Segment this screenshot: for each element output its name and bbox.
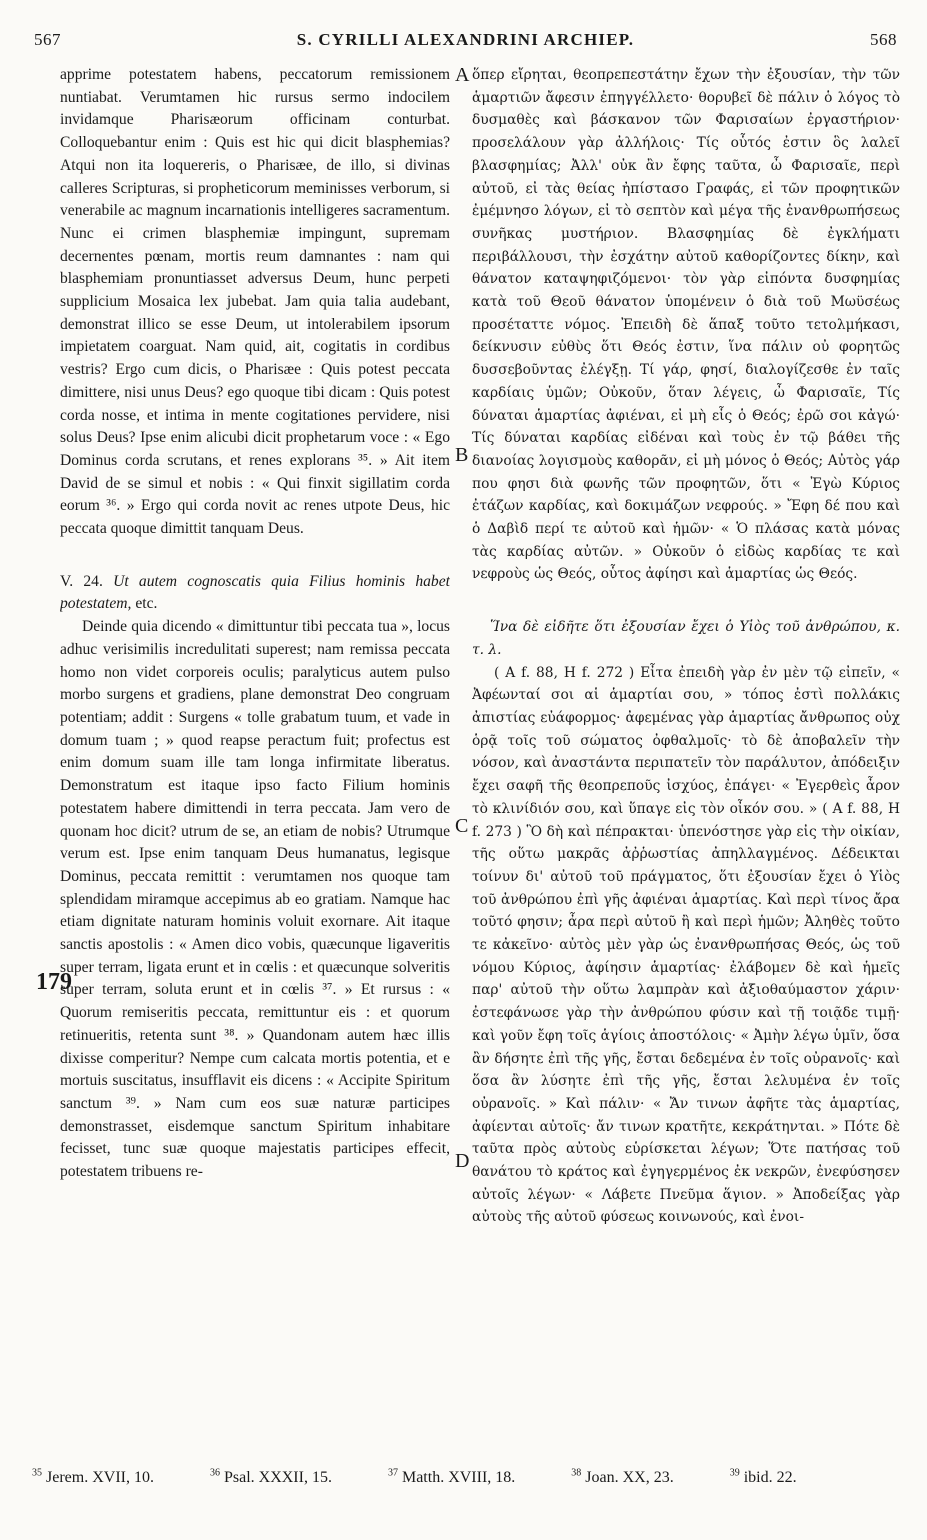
footnote: $^{39}$ ibid. 22. — [729, 1468, 797, 1487]
greek-paragraph-2: ( A f. 88, H f. 272 ) Εἶτα ἐπειδὴ γὰρ ἐν μὲν τῷ εἰπεῖν, « Ἀφέωνταί σοι αἱ ἁμαρτίαι σου, » τόπος ἐστὶ πολλάκις ἀπιστίας εὐάφορμος· ἀφεμένας γὰρ ἁμαρτίας ἄνθρωπος οὐχ ὁρᾷ τοῖς τοῦ σώματος ὀφθαλμοῖς· τὸ δὲ ἀποβαλεῖν τὴν νόσον, καὶ ἀναστάντα περιπατεῖν τὸν παράλυτον, ἀπόδειξιν ἔχει σαφῆ τῆς θεοπρεποῦς ἰσχύος, ἐπάγει· « Ἐγερθεὶς ἆρον τὸ κλινίδιόν σου, καὶ ὕπαγε εἰς τὸν οἶκόν σου. » ( A f. 88, H f. 273 ) Ὃ δὴ καὶ πέπρακται· ὑπενόστησε γὰρ εἰς τὴν οἰκίαν, τῆς οὕτω μακρᾶς ἀῤῥωστίας ἀπηλλαγμένος. Δέδεικται τοίνυν δι' αὐτοῦ τοῦ πράγματος, ὅτι ἐξουσίαν ἔχει ὁ Υἱὸς τοῦ ἀνθρώπου ἐπὶ γῆς ἀφιέναι ἁμαρτίας. Καὶ περὶ τίνος ἄρα τοῦτό φησιν; ἆρα περὶ αὐτοῦ ἢ καὶ περὶ ἡμῶν; Ἀληθὲς τοῦτο τε κἀκεῖνο· αὐτὸς μὲν γὰρ ὡς ἐνανθρωπήσας Θεός, ὡς τοῦ νόμου Κύριος, ἀφίησιν ἁμαρτίας· ἐλάβομεν δὲ καὶ ἡμεῖς παρ' αὐτοῦ τὴν οὕτω λαμπρὰν καὶ ἀξιοθαύμαστον χάριν· ἐστεφάνωσε γὰρ τὴν ἀνθρώπου φύσιν καὶ τῇ τοιᾷδε τιμῇ· καὶ γοῦν ἔφη τοῖς ἁγίοις ἀποστόλοις· « Ἀμὴν λέγω ὑμῖν, ὅσα ἂν δήσητε ἐπὶ τῆς γῆς, ἔσται δεδεμένα ἐν τοῖς οὐρανοῖς· καὶ ὅσα ἂν λύσητε ἐπὶ τῆς γῆς, ἔσται λελυμένα ἐν τοῖς οὐρανοῖς. » Καὶ πάλιν· « Ἄν τινων ἀφῆτε τὰς ἁμαρτίας, ἀφίενται αὐτοῖς· ἄν τινων κρατῆτε, κεκράτηνται. » Πότε δὲ ταῦτα πρὸς αὐτοὺς εὑρίσκεται λέγων; Ὅτε πατήσας τοῦ θανάτου τὸ κράτος καὶ ἐγηγερμένος ἐκ νεκρῶν, ἐνεφύσησεν αὐτοῖς λέγων· « Λάβετε Πνεῦμα ἅγιον. » Ἀποδείξας γὰρ αὐτοὺς τῆς αὐτοῦ φύσεως κοινωνούς, καὶ ἐνοι- — [472, 664, 900, 1226]
section-lemma: Ut autem cognoscatis quia Filius hominis habet potestatem, — [60, 572, 450, 613]
latin-section-heading — [60, 571, 450, 616]
footnote: $^{36}$ Psal. XXXII, 15. — [209, 1468, 332, 1487]
footnotes — [32, 1468, 897, 1494]
section-gap — [472, 586, 900, 616]
greek-lemma: Ἵνα δὲ εἰδῆτε ὅτι ἐξουσίαν ἔχει ὁ Υἱὸς τοῦ ἀνθρώπου, κ. τ. λ. — [472, 619, 900, 658]
latin-column — [60, 64, 450, 1454]
page-number-right: 568 — [870, 30, 897, 49]
section-number: V. 24. — [60, 572, 103, 590]
section-marker-b: B — [455, 444, 469, 466]
greek-column — [472, 64, 900, 1454]
latin-paragraph-1: apprime potestatem habens, peccatorum remissionem nuntiabat. Verumtamen hic rursus sermo indocilem invidamque Pharisæorum officinam conturbat. Colloquebantur enim : Quis est hic qui dicit blasphemias? Atqui non ita loquereris, o Pharisæe, de illo, si divinas calleres Scripturas, si propheticorum meminisses verborum, si venerabile ac magnum incarnationis intelligeres sacramentum. Nunc ei crimen blasphemiæ impingunt, supremam decernentes pœnam, mortis reum damnantes : nam qui blasphemiam pronuntiasset adversus Deum, hunc perpeti supplicium Mosaica lex jubebat. Jam quia talia audebant, demonstrat illico se esse Deum, ut intolerabilem ipsorum impietatem coarguat. Nam quid, ait, cogitatis in cordibus vestris? Ergo cum dicis, o Pharisæe : Quis potest peccata dimittere, nisi unus Deus? ego quoque tibi dicam : Quis potest corda nosse, et intima in mente cogitationes pervidere, nisi solus Deus? Ipse enim alicubi dicit prophetarum voce : « Ego Dominus corda scrutans, et renes explorans ³⁵. » Ait item David de se simul et nobis : « Qui finxit sigillatim corda eorum ³⁶. » Ergo qui corda novit ac renes utpote Deus, hic peccata quoque dimittit tanquam Deus. — [60, 66, 450, 538]
footnote: $^{38}$ Joan. XX, 23. — [571, 1468, 674, 1487]
footnote: $^{35}$ Jerem. XVII, 10. — [32, 1468, 154, 1487]
section-marker-a: A — [455, 64, 470, 86]
section-marker-d: D — [455, 1150, 470, 1172]
running-header — [34, 30, 897, 56]
section-etc: etc. — [135, 595, 158, 613]
section-gap — [60, 541, 450, 571]
page-number-left: 567 — [34, 30, 61, 49]
footnote: $^{37}$ Matth. XVIII, 18. — [387, 1468, 516, 1487]
greek-paragraph-1: ὅπερ εἴρηται, θεοπρεπεστάτην ἔχων τὴν ἐξουσίαν, τὴν τῶν ἁμαρτιῶν ἄφεσιν ἐπηγγέλλετο· θορυβεῖ δὲ πάλιν ὁ λόγος τὸ δυσμαθὲς καὶ βάσκανον τῶν Φαρισαίων ἐργαστήριον· προσελάλουν γὰρ ἀλλήλοις· Τίς οὗτός ἐστιν ὃς λαλεῖ βλασφημίας; Ἀλλ' οὐκ ἂν ἔφης ταῦτα, ὦ Φαρισαῖε, περὶ αὐτοῦ, εἰ τὰς θείας ἠπίστασο Γραφάς, εἰ τῶν προφητικῶν ἐμέμνησο λόγων, εἰ τὸ σεπτὸν καὶ μέγα τῆς ἐνανθρωπήσεως συνῆκας μυστήριον. Βλασφημίας δὲ ἐγκλήματι περιβάλλουσι, τὴν ἐσχάτην αὐτοῦ καθορίζοντες δίκην, καὶ θάνατον καταψηφιζόμενοι· τὸν γὰρ εἰπόντα δυσφημίας κατὰ τοῦ Θεοῦ θάνατον ὑπομένειν ὁ διὰ τοῦ Μωϋσέως προσέταττε νόμος. Ἐπειδὴ δὲ ἅπαξ τοῦτο τετολμήκασι, δείκνυσιν εὐθὺς ὅτι Θεός ἐστιν, ἵνα πάλιν οὐ φορητῶς δυσσεβοῦντας ἐλέγξῃ. Τί γάρ, φησί, διαλογίζεσθε ἐν ταῖς καρδίαις ὑμῶν; Οὐκοῦν, ὅταν λέγεις, ὦ Φαρισαῖε, Τίς δύναται ἁμαρτίας ἀφιέναι, εἰ μὴ εἷς ὁ Θεός; ἐρῶ σοι κἀγώ· Τίς δύναται καρδίας εἰδέναι καὶ τοὺς ἐν τῷ βάθει τῆς διανοίας λογισμοὺς καθορᾶν, εἰ μὴ μόνος ὁ Θεός; Αὐτὸς γάρ που φησι διὰ φωνῆς τῶν προφητῶν, ὅτι « Ἐγὼ Κύριος ἐτάζων καρδίας, καὶ δοκιμάζων νεφρούς. » Ἔφη δέ που καὶ ὁ Δαβὶδ περί τε αὐτοῦ καὶ ἡμῶν· « Ὁ πλάσας κατὰ μόνας τὰς καρδίας αὐτῶν. » Οὐκοῦν ὁ εἰδὼς καρδίας τε καὶ νεφροὺς ὡς Θεός, οὗτος ἀφίησι καὶ ἁμαρτίας ὡς Θεός. — [472, 67, 900, 583]
column-number: 179 — [36, 969, 72, 995]
latin-paragraph-2: Deinde quia dicendo « dimittuntur tibi peccata tua », locus adhuc verisimilis incredulitati superest; nam remissa peccata homo non videt corporeis oculis; paralyticus autem pulso morbo surgens et gradiens, plane demonstrat Deo congruam potentiam; addit : Surgens « tolle grabatum tuum, et vade in domum tuam ; » quod reapse peractum fuit; profectus est enim domum suam ille tam longa infirmitate liberatus. Demonstratum est itaque ipso facto Filium hominis potestatem habere dimittendi in terra peccata. Jam vero de quonam hoc dicit? utrum de se, an etiam de nobis? Utrumque verum est. Ipse enim tanquam Deus humanatus, legisque Dominus, peccata remittit : verumtamen nos quoque tam splendidam miramque accepimus ab eo gratiam. Namque hac etiam dignitate naturam hominis voluit exornare. Ait itaque sanctis apostolis : « Amen dico vobis, quæcunque ligaveritis super terram, ligata erunt et in cœlis : et quæcunque solveritis super terram, soluta erunt et in cœlis ³⁷. » Et rursus : « Quorum remiseritis peccata, remittuntur eis : et quorum retinueritis, retenta sunt ³⁸. » Quandonam autem hæc illis dixisse comperitur? Nempe cum calcata mortis potentia, et e mortuis suscitatus, insufflavit eis dicens : « Accipite Spiritum sanctum ³⁹. » Nam cum eos suæ naturæ participes demonstrasset, eisdemque sanctum Spiritum inhabitare fecisset, tunc suæ quoque majestatis participes effecit, potestatem tribuens re- — [60, 618, 450, 1181]
running-title: S. CYRILLI ALEXANDRINI ARCHIEP. — [296, 30, 635, 49]
section-marker-c: C — [455, 815, 469, 837]
